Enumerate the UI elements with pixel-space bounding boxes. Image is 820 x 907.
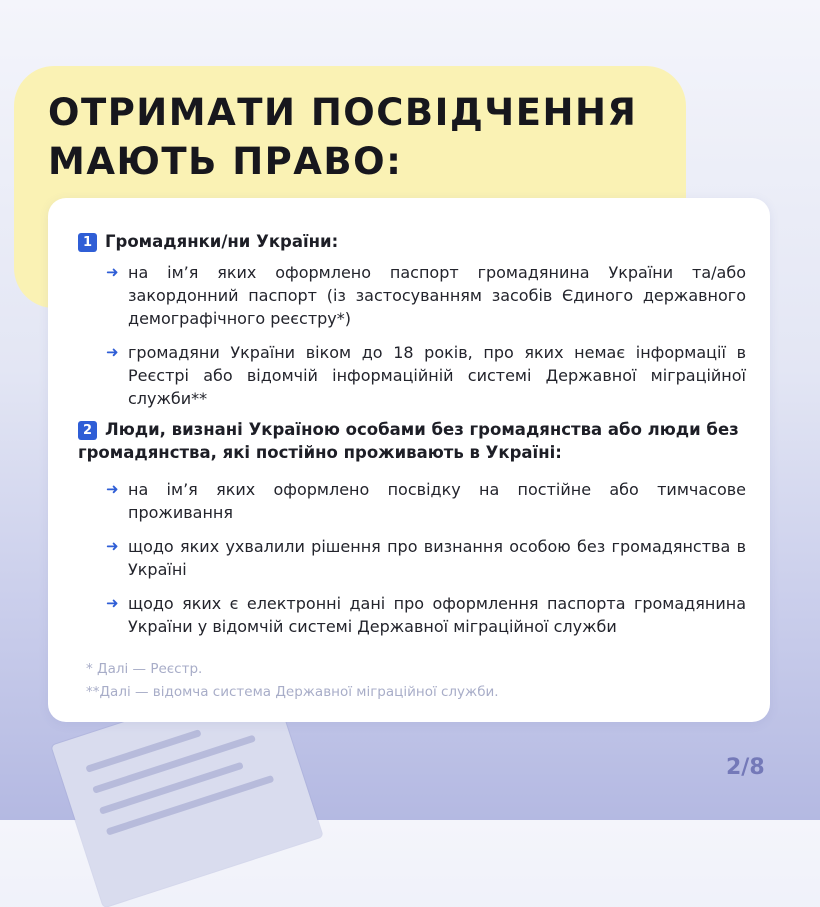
section-1-number-badge: 1 (78, 233, 97, 252)
footnote: **Далі — відомча система Державної міграційної служби. (86, 684, 499, 700)
arrow-right-icon: ➜ (106, 480, 119, 498)
eligibility-card (48, 198, 770, 722)
list-item-text: громадяни України віком до 18 років, про яких немає інформації в Реєстрі або відомчій інформаційній системі Державної міграційної служби** (128, 343, 746, 408)
page-title (48, 88, 637, 186)
list-item-text: на ім’я яких оформлено паспорт громадянина України та/або закордонний паспорт (із застосуванням засобів Єдиного державного демографічного реєстру*) (128, 263, 746, 328)
section-1-heading-text: Громадянки/ни України: (105, 232, 339, 251)
title-line-1: ОТРИМАТИ ПОСВІДЧЕННЯ (48, 91, 638, 134)
arrow-right-icon: ➜ (106, 594, 119, 612)
footnote: * Далі — Реєстр. (86, 661, 203, 677)
list-item (106, 261, 746, 330)
document-line (85, 729, 201, 773)
page-indicator: 2/8 (726, 755, 765, 780)
list-item-text: щодо яких ухвалили рішення про визнання особою без громадянства в Україні (128, 537, 746, 579)
list-item (106, 341, 746, 410)
arrow-right-icon: ➜ (106, 343, 119, 361)
section-2-number-badge: 2 (78, 421, 97, 440)
list-item (106, 592, 746, 638)
arrow-right-icon: ➜ (106, 537, 119, 555)
arrow-right-icon: ➜ (106, 263, 119, 281)
footnotes (86, 658, 499, 704)
list-item-text: щодо яких є електронні дані про оформлення паспорта громадянина України у відомчій системі Державної міграційної служби (128, 594, 746, 636)
list-item (106, 478, 746, 524)
title-line-2: МАЮТЬ ПРАВО: (48, 140, 403, 183)
section-1-list (106, 261, 746, 421)
section-2-heading-text: Люди, визнані Україною особами без громадянства або люди без громадянства, які постійно проживають в Україні: (78, 420, 739, 462)
list-item (106, 535, 746, 581)
section-2-heading (78, 418, 746, 464)
section-1-heading (78, 230, 338, 253)
section-2-list (106, 478, 746, 649)
list-item-text: на ім’я яких оформлено посвідку на постійне або тимчасове проживання (128, 480, 746, 522)
